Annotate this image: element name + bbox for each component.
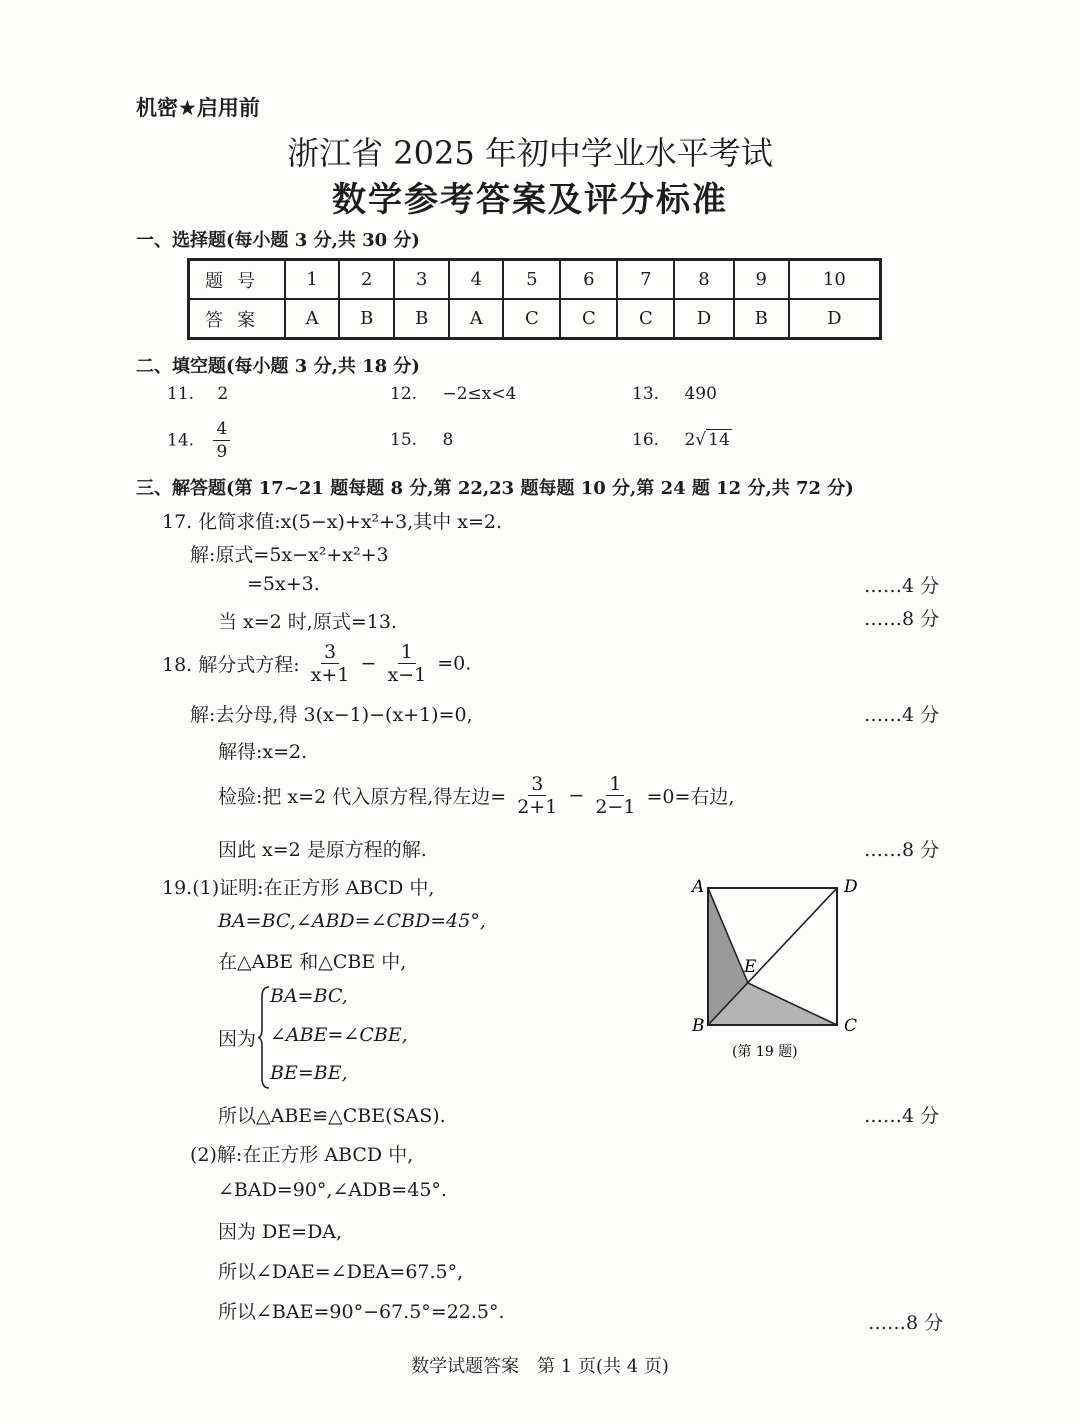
item-number: 13. (632, 384, 660, 404)
denominator: x+1 (310, 664, 350, 686)
sqrt-sign: √ (695, 430, 707, 450)
table-cell: A (449, 299, 503, 339)
fraction (308, 641, 353, 686)
left-brace (258, 985, 270, 1090)
q19-p2-line2: ∠BAD=90°,∠ADB=45°. (218, 1179, 447, 1201)
item-number: 14. (167, 430, 195, 451)
label-c: C (844, 1016, 858, 1036)
q18-check-suffix: =0=右边, (646, 786, 735, 808)
table-row (189, 260, 881, 300)
q18-stem (162, 641, 471, 686)
table-cell: 9 (734, 260, 789, 300)
q19-p2-line5: 所以∠BAE=90°−67.5°=22.5°. (218, 1301, 505, 1323)
q17-line3: 当 x=2 时,原式=13. (218, 611, 397, 633)
q18-score1: ……4 分 (864, 704, 940, 726)
table-cell: 3 (394, 260, 449, 300)
table-cell: 7 (617, 260, 674, 300)
fill-item-16 (632, 430, 732, 450)
q19-because: 因为 (218, 1028, 257, 1050)
table-cell: B (394, 299, 449, 339)
item-answer: −2≤x<4 (442, 384, 517, 404)
q19-score1: ……4 分 (864, 1105, 940, 1127)
q18-stem-suffix: =0. (437, 652, 472, 675)
figure-caption: (第 19 题) (732, 1044, 798, 1060)
q18-stem-prefix: 18. 解分式方程: (162, 654, 300, 676)
fraction (213, 418, 230, 463)
numerator: 3 (321, 641, 339, 664)
fraction (514, 773, 560, 818)
fill-item-11 (167, 384, 228, 404)
table-cell: C (560, 299, 617, 339)
fill-item-14 (167, 418, 232, 463)
denominator: 2+1 (517, 796, 558, 818)
item-answer-radicand: 14 (708, 430, 730, 450)
square-figure (680, 870, 870, 1065)
page-footer: 数学试题答案 第 1 页(共 4 页) (411, 1356, 669, 1377)
table-cell: D (789, 299, 881, 339)
q18-score2: ……8 分 (864, 839, 940, 861)
fill-item-12 (390, 384, 516, 404)
table-cell: 4 (449, 260, 503, 300)
q19-p1-line1: 19.(1)证明:在正方形 ABCD 中, (162, 877, 435, 899)
item-number: 11. (167, 384, 195, 404)
table-cell: C (503, 299, 560, 339)
table-cell: 10 (789, 260, 881, 300)
table-cell: 6 (560, 260, 617, 300)
q19-p1-line3: 在△ABE 和△CBE 中, (218, 951, 407, 973)
q19-score2: ……8 分 (868, 1312, 944, 1334)
doc-subtitle: 数学参考答案及评分标准 (332, 180, 728, 220)
q18-line2: 解得:x=2. (218, 741, 308, 763)
table-cell: 1 (285, 260, 339, 300)
denominator: 2−1 (595, 796, 636, 818)
minus-sign: − (360, 652, 377, 675)
section1-heading: 一、选择题(每小题 3 分,共 30 分) (136, 230, 420, 251)
q17-line2: =5x+3. (247, 573, 320, 595)
exam-title: 浙江省 2025 年初中学业水平考试 (287, 134, 773, 172)
numerator: 3 (528, 773, 546, 796)
table-cell: 8 (674, 260, 733, 300)
table-cell: B (339, 299, 394, 339)
table-cell: B (734, 299, 789, 339)
q18-line3 (218, 773, 734, 818)
q19-p2-line4: 所以∠DAE=∠DEA=67.5°, (218, 1261, 464, 1283)
q19-p1-line2: BA=BC,∠ABD=∠CBD=45°, (218, 910, 486, 932)
section2-heading: 二、填空题(每小题 3 分,共 18 分) (136, 356, 420, 377)
q17-score2: ……8 分 (864, 608, 940, 630)
table-cell: 5 (503, 260, 560, 300)
table-row (189, 299, 881, 339)
section3-heading: 三、解答题(第 17~21 题每题 8 分,第 22,23 题每题 10 分,第 24 题 12 分,共 72 分) (136, 478, 854, 499)
label-e: E (744, 957, 757, 977)
row-header-answer: 答案 (189, 299, 286, 339)
item-answer: 8 (442, 430, 454, 450)
minus-sign: − (568, 784, 585, 807)
fill-item-13 (632, 384, 717, 404)
numerator: 4 (213, 418, 230, 441)
q19-p2-line3: 因为 DE=DA, (218, 1221, 343, 1243)
q19-p2-line1: (2)解:在正方形 ABCD 中, (190, 1144, 414, 1166)
fraction (384, 641, 429, 686)
table-cell: C (617, 299, 674, 339)
q17-line1: 解:原式=5x−x²+x²+3 (190, 544, 389, 566)
table-cell: D (674, 299, 733, 339)
q19-system-eq2: ∠ABE=∠CBE, (270, 1024, 408, 1046)
label-b: B (692, 1016, 705, 1036)
secrecy-label: 机密★启用前 (136, 96, 260, 120)
fill-item-15 (390, 430, 453, 450)
label-d: D (844, 877, 858, 897)
q17-score1: ……4 分 (864, 575, 940, 597)
item-number: 12. (390, 384, 418, 404)
table-cell: 2 (339, 260, 394, 300)
answer-table (187, 258, 882, 340)
label-a: A (692, 877, 705, 897)
fraction (592, 773, 638, 818)
numerator: 1 (606, 773, 624, 796)
table-cell: A (285, 299, 339, 339)
item-number: 15. (390, 430, 418, 450)
item-answer: 2 (217, 384, 229, 404)
q18-line1: 解:去分母,得 3(x−1)−(x+1)=0, (190, 704, 473, 726)
item-answer: 490 (684, 384, 717, 404)
item-answer-coef: 2 (684, 430, 696, 450)
q19-system-eq3: BE=BE, (270, 1062, 348, 1084)
q17-stem: 17. 化简求值:x(5−x)+x²+3,其中 x=2. (162, 511, 503, 533)
item-number: 16. (632, 430, 660, 450)
q19-system-eq1: BA=BC, (270, 985, 348, 1007)
q18-check-prefix: 检验:把 x=2 代入原方程,得左边= (218, 786, 507, 808)
numerator: 1 (398, 641, 416, 664)
row-header-number: 题号 (189, 260, 286, 300)
q19-p1-conclusion: 所以△ABE≌△CBE(SAS). (218, 1105, 446, 1127)
denominator: x−1 (387, 664, 427, 686)
q18-line4: 因此 x=2 是原方程的解. (218, 839, 427, 861)
denominator: 9 (216, 442, 228, 462)
